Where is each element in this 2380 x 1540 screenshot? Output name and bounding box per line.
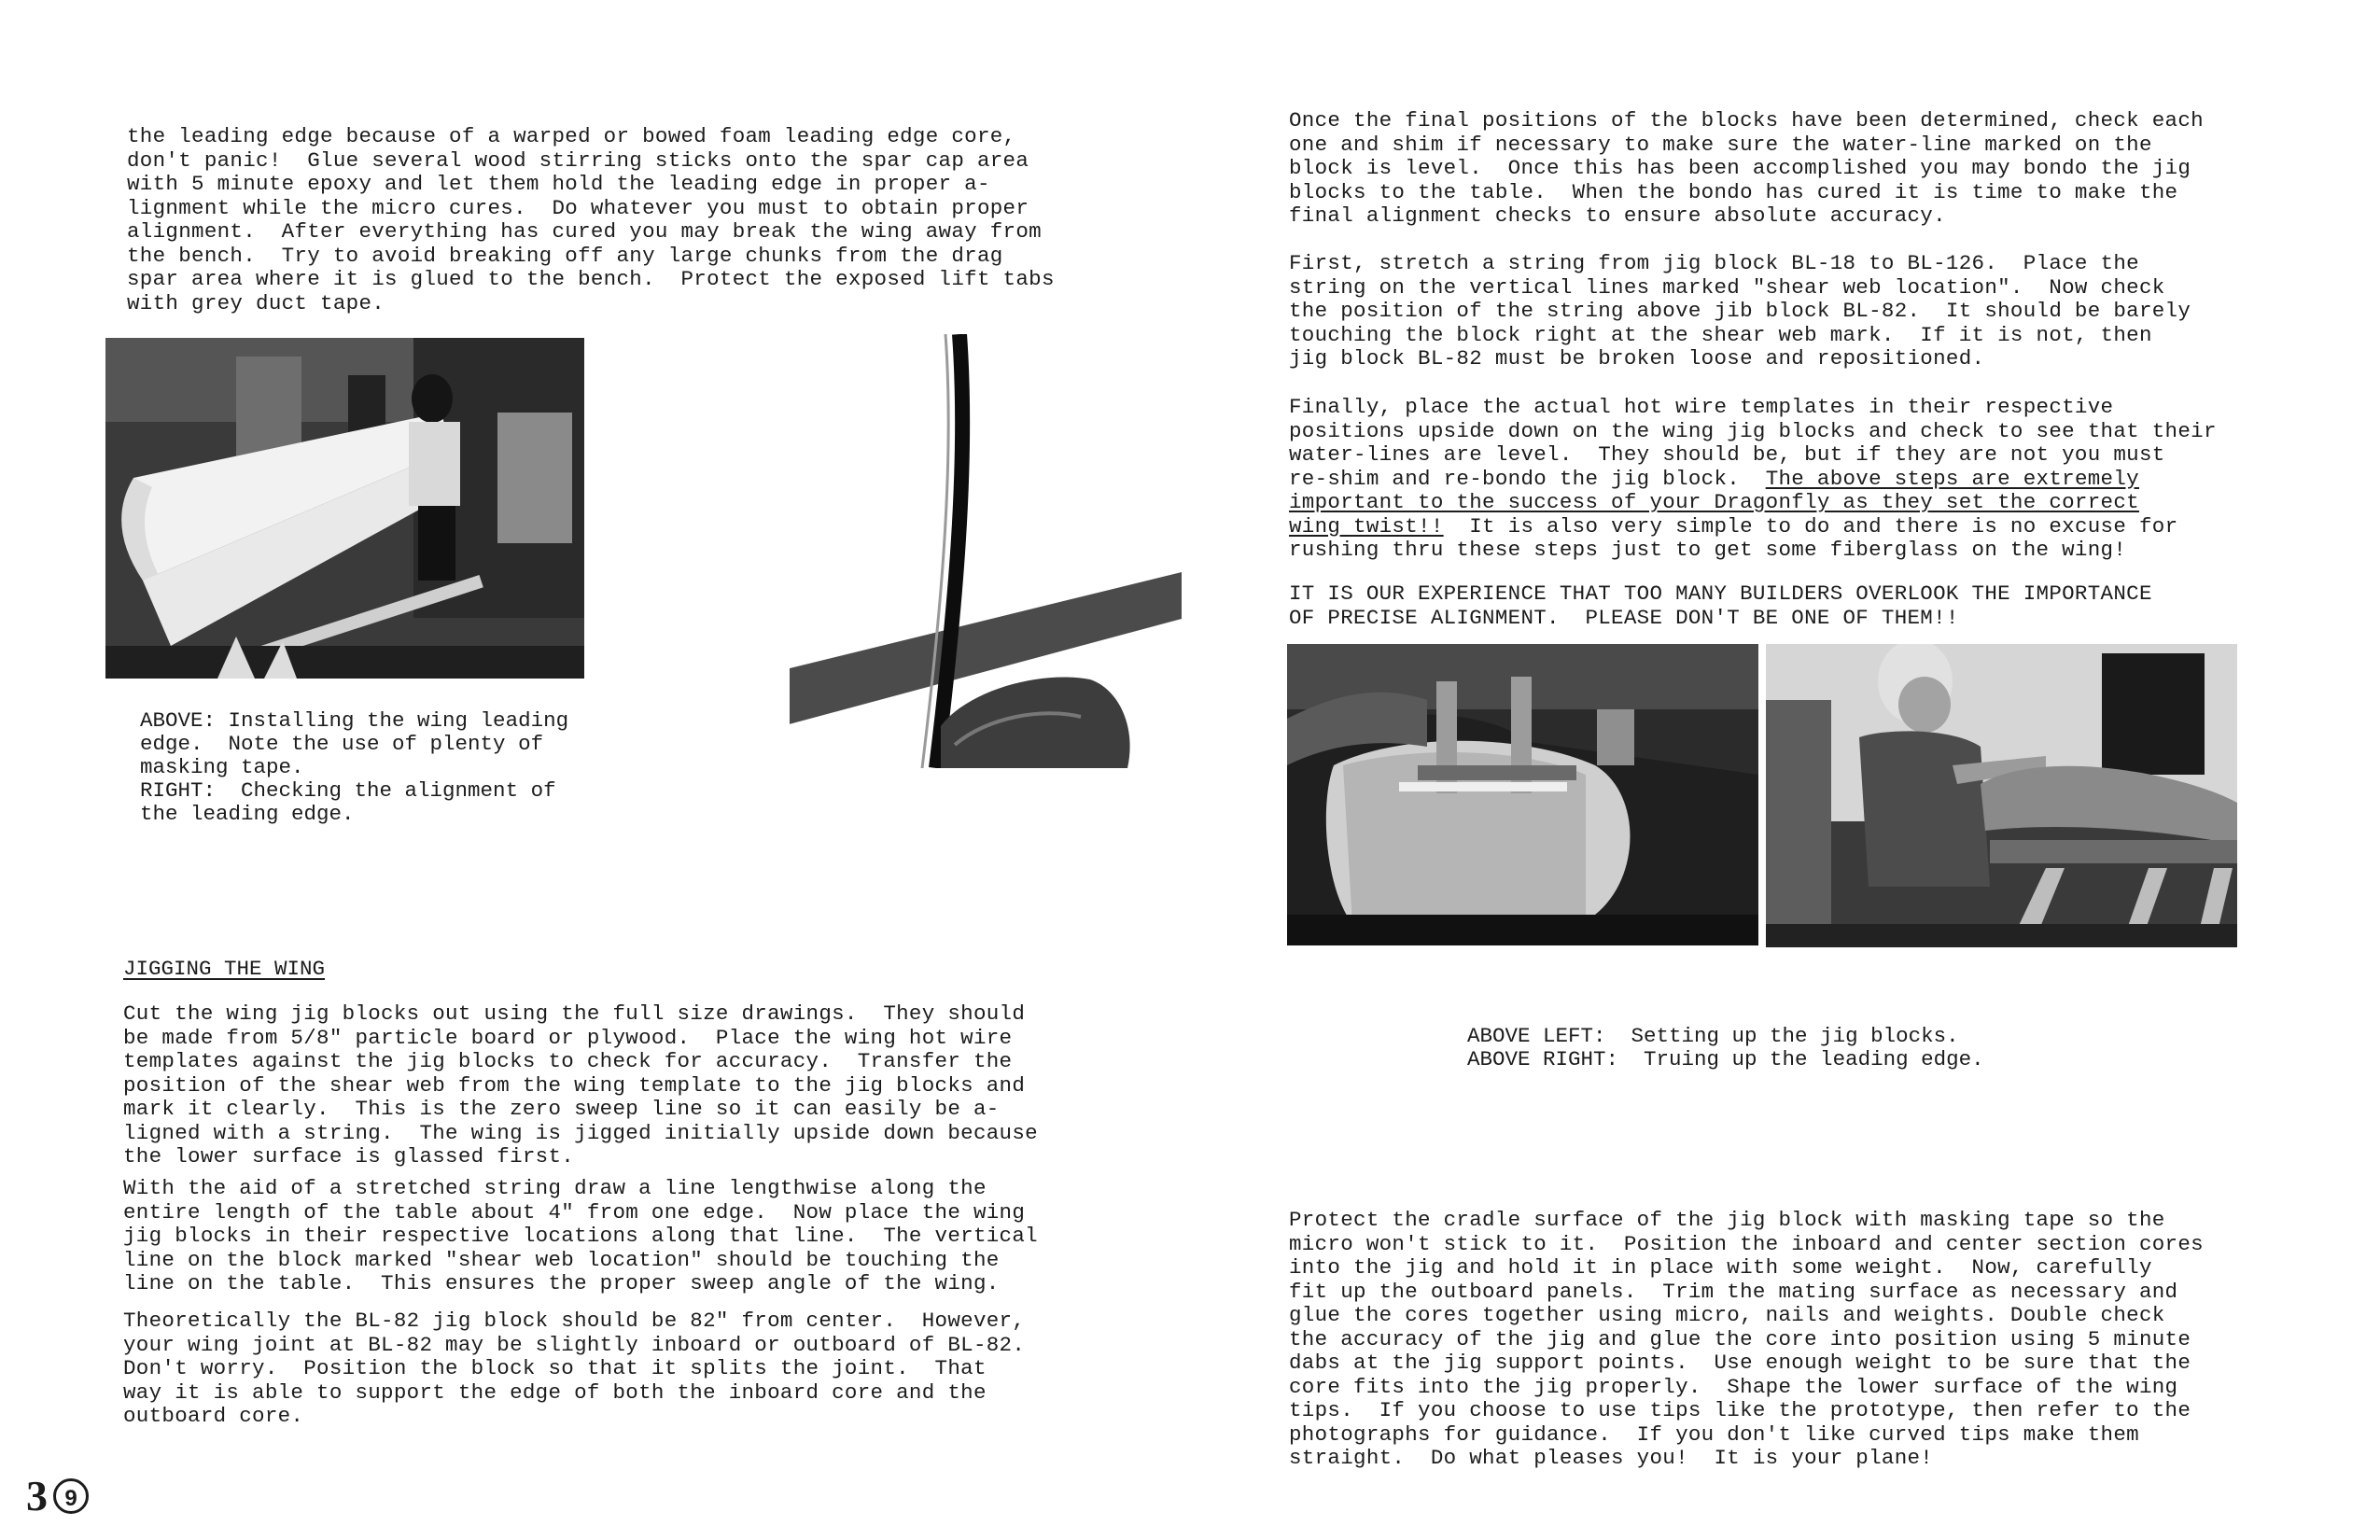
right-photo-caption: ABOVE LEFT: Setting up the jig blocks. ABOVE RIGHT: Truing up the leading edge. [1467,1024,1984,1071]
right-paragraph-2: First, stretch a string from jig block BL-18 to BL-126. Place the string on the vertical lines marked "shear web location". Now check the position of the string above jib block BL-82. It should be barely touching the block right at the shear web mark. If it is not, then jig block BL-82 must be broken loose and repositioned. [1289,251,2191,371]
page-number [26,1473,89,1519]
jigging-paragraph-1: Cut the wing jig blocks out using the full size drawings. They should be made from 5/8" particle board or plywood. Place the wing hot wire templates against the jig blocks to check for accuracy. Transfer the position of the shear web from the wing template to the jig blocks and mark it clearly. This is the zero sweep line so it can easily be a- ligned with a string. The wing is jigged initially upside down because the lower surface is glassed first. [123,1001,1038,1169]
right-paragraph-1: Once the final positions of the blocks have been determined, check each one and shim if necessary to make sure the water-line marked on the block is level. Once this has been accomplished you may bondo the jig blocks to the table. When the bondo has cured it is time to make the final alignment checks to ensure absolute accuracy. [1289,108,2204,228]
section-heading-jigging-the-wing: JIGGING THE WING [123,957,326,981]
photo-truing-leading-edge [1766,644,2237,947]
intro-paragraph: the leading edge because of a warped or bowed foam leading edge core, don't panic! Glue several wood stirring sticks onto the spar cap area with 5 minute epoxy and let them hold the leading edge in proper a- lignment while the micro cures. Do whatever you must to obtain proper alignment. After everything has cured you may break the wing away from the bench. Try to avoid breaking off any large chunks from the drag spar area where it is glued to the bench. Protect the exposed lift tabs with grey duct tape. [127,124,1055,315]
jigging-paragraph-3: Theoretically the BL-82 jig block should be 82" from center. However, your wing joint at BL-82 may be slightly inboard or outboard of BL-82. Don't worry. Position the block so that it splits the joint. That way it is able to support the edge of both the inboard core and the outboard core. [123,1309,1026,1428]
photo-setting-up-jig-blocks [1287,644,1758,945]
warning-text: IT IS OUR EXPERIENCE THAT TOO MANY BUILDERS OVERLOOK THE IMPORTANCE OF PRECISE ALIGNMENT. PLEASE DON'T BE ONE OF THEM!! [1289,581,2152,630]
paragraph-3-end: It is also very simple to do and there is no excuse for rushing thru these steps just to get some fiberglass on the wing! [1289,513,2178,562]
left-photo-caption: ABOVE: Installing the wing leading edge. Note the use of plenty of masking tape. RIGHT: Checking the alignment of the leading edge. [140,708,569,826]
paragraph-3-underlined: The above steps are extremely important to the success of your Dragonfly as they set the correct wing twist!! [1289,466,2139,539]
page-number-value: 3 [26,1472,48,1519]
jigging-paragraph-2: With the aid of a stretched string draw a line lengthwise along the entire length of the table about 4" from one edge. Now place the wing jig blocks in their respective locations along that line. The vertical line on the block marked "shear web location" should be touching the line on the table. This ensures the proper sweep angle of the wing. [123,1176,1038,1295]
photo-checking-alignment [782,334,1182,768]
page-number-circled: 9 [53,1478,89,1514]
right-page [1190,0,2380,1540]
right-paragraph-3 [1289,396,2217,563]
paragraph-3-start: Finally, place the actual hot wire templates in their respective positions upside down on the wing jig blocks and check to see that their water-lines are level. They should be, but if they are not you must re-shim and re-bondo the jig block. [1289,395,2217,491]
photo-installing-leading-edge [105,338,584,679]
right-paragraph-4: Protect the cradle surface of the jig block with masking tape so the micro won't stick to it. Position the inboard and center section cores into the jig and hold it in place with some weight. Now, carefully fit up the outboard panels. Trim the mating surface as necessary and glue the cores together using micro, nails and weights. Double check the accuracy of the jig and glue the core into position using 5 minute dabs at the jig support points. Use enough weight to be sure that the core fits into the jig properly. Shape the lower surface of the wing tips. If you choose to use tips like the prototype, then refer to the photographs for guidance. If you don't like curved tips make them straight. Do what pleases you! It is your plane! [1289,1208,2204,1470]
